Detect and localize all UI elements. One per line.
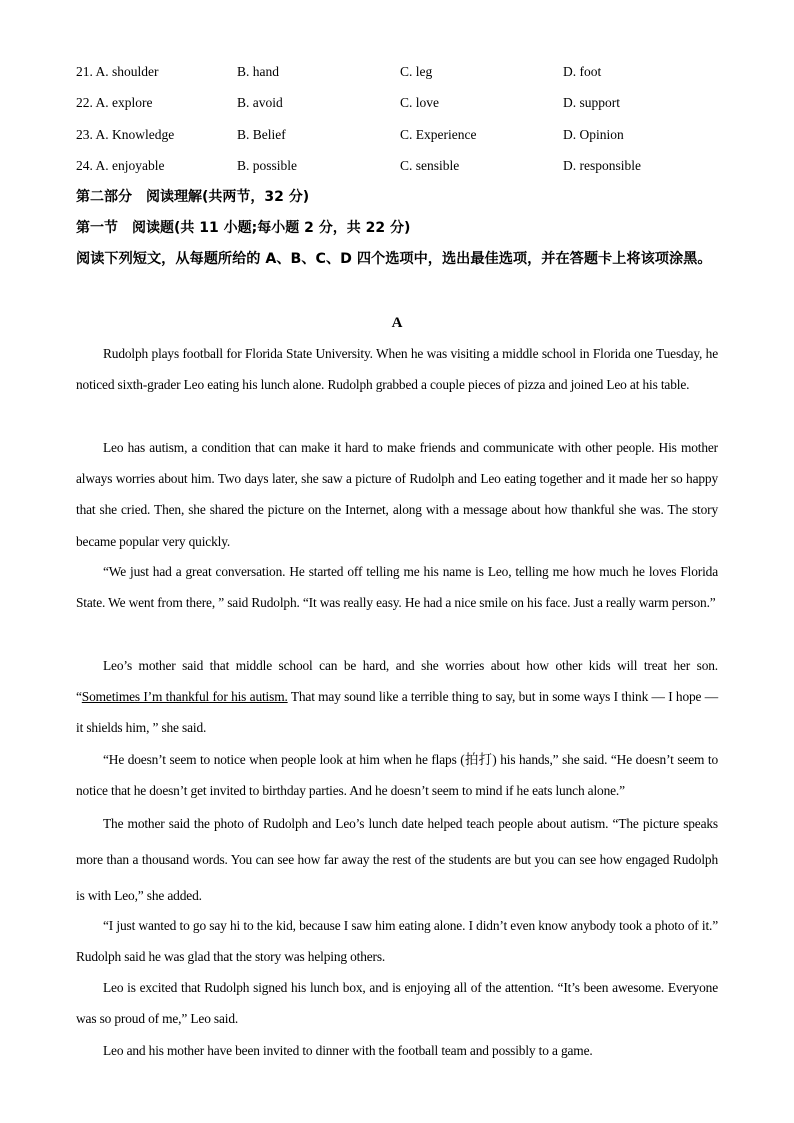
paragraph-2: Leo has autism, a condition that can make it hard to make friends and communicate with other people. His mother always worries about him. Two days later, she saw a picture of Rudolph and Leo eating together and it made her so happy that she cried. Then, she shared the picture on the Internet, along with a message about how thankful she was. The story became popular very quickly. (76, 440, 718, 549)
paragraph-6: The mother said the photo of Rudolph and Leo’s lunch date helped teach people about autism. “The picture speaks more than a thousand words. You can see how far away the rest of the students are but you can see how engaged Rudolph is with Leo,” she added. (76, 816, 718, 903)
part-heading: 第二部分 阅读理解(共两节，32 分) (76, 189, 310, 205)
question-22-options (76, 93, 736, 113)
option-b: B. Belief (237, 127, 286, 142)
option-d: D. foot (563, 64, 602, 79)
option-a: 22. A. explore (76, 95, 153, 110)
paragraph-9: Leo and his mother have been invited to dinner with the football team and possibly to a game. (103, 1043, 593, 1058)
option-d: D. responsible (563, 158, 641, 173)
paragraph-3: “We just had a great conversation. He started off telling me his name is Leo, telling me how much he loves Florida State. We went from there, ” said Rudolph. “It was really easy. He had a nice smile on his face. Just a really warm person.” (76, 564, 718, 611)
option-c: C. sensible (400, 158, 460, 173)
paragraph-1: Rudolph plays football for Florida State University. When he was visiting a middle school in Florida one Tuesday, he noticed sixth-grader Leo eating his lunch alone. Rudolph grabbed a couple pieces of pizza and joined Leo at his table. (76, 346, 718, 393)
option-c: C. leg (400, 64, 433, 79)
option-c: C. love (400, 95, 439, 110)
passage-title: A (391, 315, 403, 331)
option-a: 23. A. Knowledge (76, 127, 175, 142)
section-heading: 第一节 阅读题(共 11 小题;每小题 2 分，共 22 分) (76, 220, 411, 236)
option-b: B. hand (237, 64, 279, 79)
underlined-sentence: Sometimes I’m thankful for his autism. (81, 689, 288, 705)
question-21-options (76, 62, 736, 82)
option-c: C. Experience (400, 127, 477, 142)
option-b: B. possible (237, 158, 298, 173)
option-d: D. Opinion (563, 127, 624, 142)
option-a: 21. A. shoulder (76, 64, 159, 79)
paragraph-7: “I just wanted to go say hi to the kid, because I saw him eating alone. I didn’t even know anybody took a photo of it.” Rudolph said he was glad that the story was helping others. (76, 918, 718, 965)
paragraph-4 (76, 650, 718, 744)
option-a: 24. A. enjoyable (76, 158, 165, 173)
question-24-options (76, 156, 736, 176)
paragraph-5: “He doesn’t seem to notice when people look at him when he flaps (拍打) his hands,” she said. “He doesn’t seem to notice that he doesn’t get invited to birthday parties. And he doesn’t seem to mind if he eats lunch alone.” (76, 752, 718, 799)
paragraph-4-start: Leo’s mother said that middle school can be hard, and she worries about how other kids will treat her son. “ (76, 658, 718, 705)
paragraph-8: Leo is excited that Rudolph signed his lunch box, and is enjoying all of the attention. “It’s been awesome. Everyone was so proud of me,” Leo said. (76, 980, 718, 1027)
option-d: D. support (563, 95, 620, 110)
question-23-options (76, 125, 736, 145)
option-b: B. avoid (237, 95, 283, 110)
paragraph-4-end: That may sound like a terrible thing to say, but in some ways I think — I hope — it shields him, ” she said. (76, 689, 718, 736)
instruction: 阅读下列短文，从每题所给的 A、B、C、D 四个选项中，选出最佳选项，并在答题卡上将该项涂黑。 (76, 251, 712, 267)
